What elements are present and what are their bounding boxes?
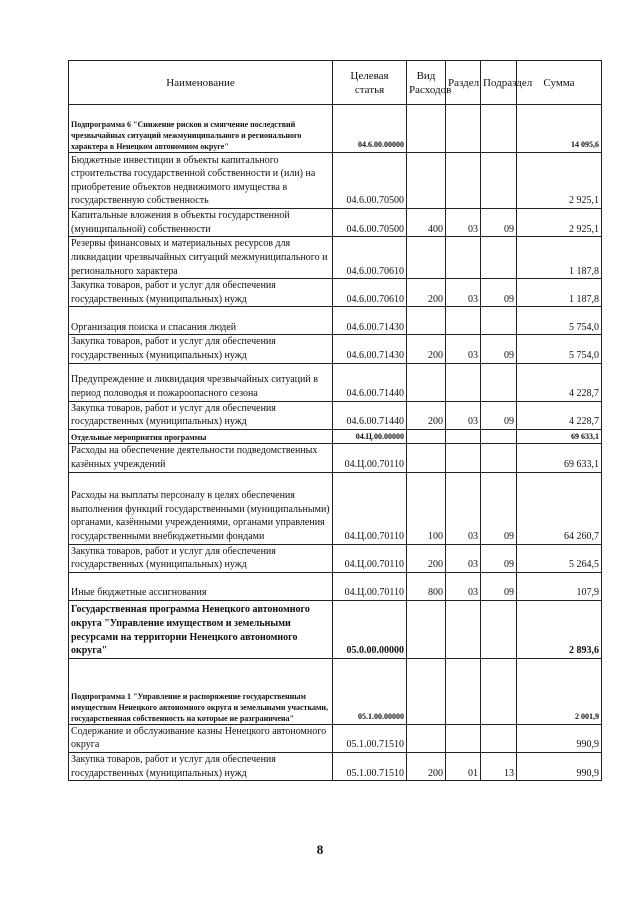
row-sum: 1 187,8 xyxy=(517,279,602,307)
row-section xyxy=(446,363,481,401)
header-subsection: Подраздел xyxy=(481,61,517,105)
row-expense-type xyxy=(407,153,446,209)
row-section: 03 xyxy=(446,279,481,307)
row-sum: 107,9 xyxy=(517,572,602,600)
row-name: Капитальные вложения в объекты государственной (муниципальной) собственности xyxy=(69,209,333,237)
row-sum: 69 633,1 xyxy=(517,429,602,444)
table-row xyxy=(69,429,602,444)
row-name: Государственная программа Ненецкого автономного округа "Управление имуществом и земельными ресурсами на территории Ненецкого автономного округа" xyxy=(69,600,333,658)
row-target-article: 04.6.00.00000 xyxy=(333,105,407,153)
row-subsection xyxy=(481,658,517,724)
row-sum: 5 754,0 xyxy=(517,307,602,335)
header-section: Раздел xyxy=(446,61,481,105)
table-row xyxy=(69,444,602,472)
row-name: Закупка товаров, работ и услуг для обеспечения государственных (муниципальных) нужд xyxy=(69,335,333,363)
row-name: Отдельные мероприятия программы xyxy=(69,429,333,444)
row-expense-type xyxy=(407,600,446,658)
row-subsection: 09 xyxy=(481,401,517,429)
row-subsection xyxy=(481,600,517,658)
row-name: Подпрограмма 1 "Управление и распоряжение государственным имуществом Ненецкого автономного округа и земельными участками, государственная собственность на которые не разграничена" xyxy=(69,658,333,724)
row-sum: 1 187,8 xyxy=(517,237,602,279)
table-row xyxy=(69,209,602,237)
row-section: 03 xyxy=(446,209,481,237)
table-row xyxy=(69,307,602,335)
row-subsection xyxy=(481,724,517,752)
row-subsection: 09 xyxy=(481,209,517,237)
row-sum: 69 633,1 xyxy=(517,444,602,472)
row-sum: 2 893,6 xyxy=(517,600,602,658)
row-target-article: 04.Ц.00.70110 xyxy=(333,572,407,600)
row-target-article: 04.Ц.00.70110 xyxy=(333,544,407,572)
row-expense-type xyxy=(407,237,446,279)
row-section xyxy=(446,724,481,752)
row-sum: 990,9 xyxy=(517,724,602,752)
row-expense-type: 200 xyxy=(407,401,446,429)
row-section: 03 xyxy=(446,544,481,572)
row-subsection: 09 xyxy=(481,472,517,544)
row-sum: 2 925,1 xyxy=(517,153,602,209)
row-target-article: 04.6.00.71430 xyxy=(333,307,407,335)
row-sum: 990,9 xyxy=(517,752,602,780)
row-name: Расходы на выплаты персоналу в целях обеспечения выполнения функций государственными (муниципальными) органами, казёнными учреждениями, органами управления государственными внебюджетными фондами xyxy=(69,472,333,544)
page-number: 8 xyxy=(316,842,324,857)
row-name: Закупка товаров, работ и услуг для обеспечения государственных (муниципальных) нужд xyxy=(69,752,333,780)
row-expense-type xyxy=(407,658,446,724)
row-section: 03 xyxy=(446,572,481,600)
table-row xyxy=(69,472,602,544)
row-subsection xyxy=(481,429,517,444)
row-expense-type: 800 xyxy=(407,572,446,600)
table-row xyxy=(69,401,602,429)
row-expense-type: 200 xyxy=(407,279,446,307)
row-name: Резервы финансовых и материальных ресурсов для ликвидации чрезвычайных ситуаций межмуниципального и регионального характера xyxy=(69,237,333,279)
row-name: Бюджетные инвестиции в объекты капитального строительства государственной собственности и (или) на приобретение объектов недвижимого имущества в государственную собственность xyxy=(69,153,333,209)
row-subsection: 09 xyxy=(481,335,517,363)
table-row xyxy=(69,335,602,363)
row-expense-type xyxy=(407,307,446,335)
row-subsection: 09 xyxy=(481,279,517,307)
row-section xyxy=(446,600,481,658)
row-subsection: 13 xyxy=(481,752,517,780)
row-subsection: 09 xyxy=(481,544,517,572)
row-section: 01 xyxy=(446,752,481,780)
row-subsection xyxy=(481,105,517,153)
row-expense-type: 200 xyxy=(407,752,446,780)
table-row xyxy=(69,363,602,401)
row-section xyxy=(446,105,481,153)
row-sum: 5 264,5 xyxy=(517,544,602,572)
row-section xyxy=(446,429,481,444)
row-sum: 14 095,6 xyxy=(517,105,602,153)
row-expense-type xyxy=(407,105,446,153)
row-subsection xyxy=(481,307,517,335)
header-sum: Сумма xyxy=(517,61,602,105)
header-name: Наименование xyxy=(69,61,333,105)
row-expense-type: 200 xyxy=(407,544,446,572)
table-header-row xyxy=(69,61,602,105)
row-name: Расходы на обеспечение деятельности подведомственных казённых учреждений xyxy=(69,444,333,472)
row-expense-type xyxy=(407,363,446,401)
table-row xyxy=(69,544,602,572)
row-target-article: 05.1.00.71510 xyxy=(333,752,407,780)
row-name: Организация поиска и спасания людей xyxy=(69,307,333,335)
row-target-article: 04.6.00.70500 xyxy=(333,209,407,237)
row-name: Закупка товаров, работ и услуг для обеспечения государственных (муниципальных) нужд xyxy=(69,544,333,572)
row-subsection xyxy=(481,444,517,472)
row-sum: 4 228,7 xyxy=(517,363,602,401)
table-row xyxy=(69,105,602,153)
row-name: Подпрограмма 6 "Снижение рисков и смягчение последствий чрезвычайных ситуаций межмуниципального и регионального характера в Ненецком автономном округе" xyxy=(69,105,333,153)
row-section xyxy=(446,658,481,724)
row-target-article: 05.1.00.71510 xyxy=(333,724,407,752)
row-subsection xyxy=(481,237,517,279)
table-row xyxy=(69,279,602,307)
table-row xyxy=(69,752,602,780)
table-row xyxy=(69,237,602,279)
header-expense-type: Вид Расходов xyxy=(407,61,446,105)
row-target-article: 04.6.00.71430 xyxy=(333,335,407,363)
row-target-article: 04.Ц.00.70110 xyxy=(333,472,407,544)
table-row xyxy=(69,572,602,600)
row-sum: 2 001,9 xyxy=(517,658,602,724)
budget-table xyxy=(68,60,602,781)
row-target-article: 04.6.00.70610 xyxy=(333,237,407,279)
row-section xyxy=(446,444,481,472)
row-target-article: 04.6.00.70610 xyxy=(333,279,407,307)
table-row xyxy=(69,658,602,724)
row-expense-type xyxy=(407,724,446,752)
row-section: 03 xyxy=(446,335,481,363)
row-section xyxy=(446,237,481,279)
row-name: Закупка товаров, работ и услуг для обеспечения государственных (муниципальных) нужд xyxy=(69,279,333,307)
row-subsection: 09 xyxy=(481,572,517,600)
row-target-article: 04.Ц.00.00000 xyxy=(333,429,407,444)
row-name: Иные бюджетные ассигнования xyxy=(69,572,333,600)
row-subsection xyxy=(481,363,517,401)
row-target-article: 04.6.00.71440 xyxy=(333,363,407,401)
row-target-article: 04.Ц.00.70110 xyxy=(333,444,407,472)
row-subsection xyxy=(481,153,517,209)
row-section xyxy=(446,153,481,209)
row-expense-type: 400 xyxy=(407,209,446,237)
row-expense-type: 100 xyxy=(407,472,446,544)
row-expense-type xyxy=(407,429,446,444)
row-expense-type xyxy=(407,444,446,472)
table-row xyxy=(69,724,602,752)
row-sum: 64 260,7 xyxy=(517,472,602,544)
table-body xyxy=(69,105,602,781)
row-section xyxy=(446,307,481,335)
row-sum: 2 925,1 xyxy=(517,209,602,237)
header-target-article: Целевая статья xyxy=(333,61,407,105)
row-section: 03 xyxy=(446,401,481,429)
row-expense-type: 200 xyxy=(407,335,446,363)
row-sum: 5 754,0 xyxy=(517,335,602,363)
row-target-article: 04.6.00.71440 xyxy=(333,401,407,429)
row-target-article: 05.1.00.00000 xyxy=(333,658,407,724)
row-name: Предупреждение и ликвидация чрезвычайных ситуаций в период половодья и пожароопасного сезона xyxy=(69,363,333,401)
row-name: Содержание и обслуживание казны Ненецкого автономного округа xyxy=(69,724,333,752)
row-target-article: 04.6.00.70500 xyxy=(333,153,407,209)
row-target-article: 05.0.00.00000 xyxy=(333,600,407,658)
row-sum: 4 228,7 xyxy=(517,401,602,429)
row-section: 03 xyxy=(446,472,481,544)
row-name: Закупка товаров, работ и услуг для обеспечения государственных (муниципальных) нужд xyxy=(69,401,333,429)
table-row xyxy=(69,153,602,209)
table-row xyxy=(69,600,602,658)
